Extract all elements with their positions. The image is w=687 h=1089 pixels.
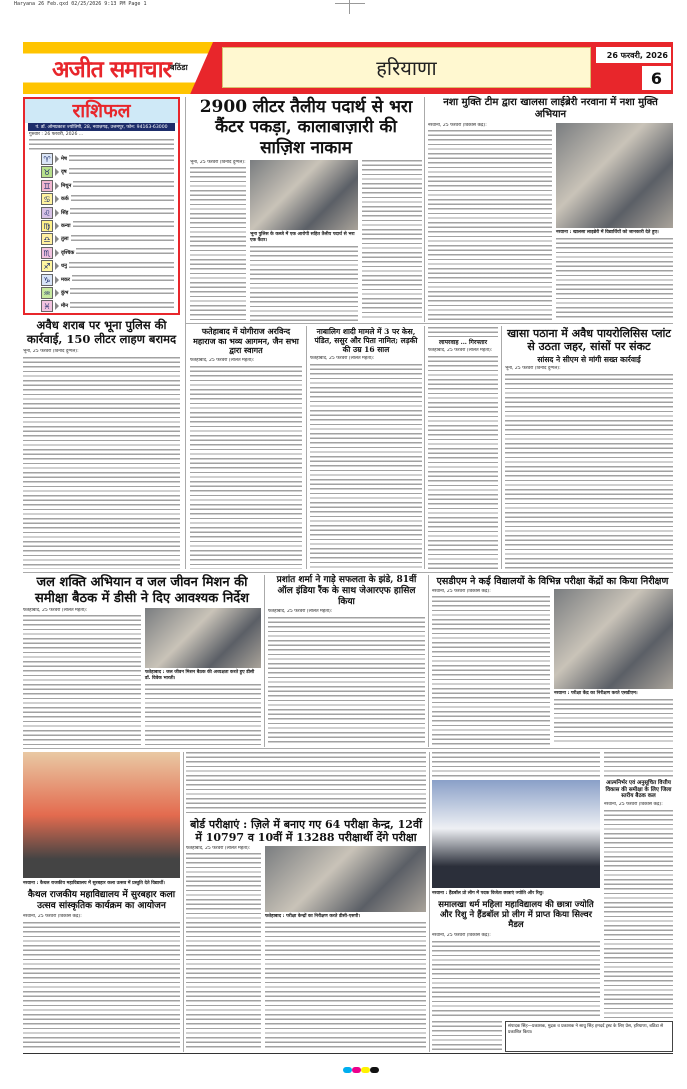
row-rule bbox=[23, 748, 673, 749]
zodiac-icon: ♌ bbox=[41, 207, 53, 219]
column-rule bbox=[428, 575, 429, 747]
rashi-row bbox=[25, 273, 178, 286]
arrow-icon bbox=[55, 262, 59, 270]
photo-dc-sp-inspection bbox=[265, 846, 426, 912]
arrow-icon bbox=[55, 222, 59, 230]
photo-caption: फतेहाबाद : जल जीवन मिशन बैठक की अध्यक्षता करते हुए डीसी डॉ. विवेक भारती। bbox=[145, 670, 255, 682]
photo-caption: नरवाना : कैथल राजकीय महाविद्यालय में सुरबहार कला उत्सव में प्रस्तुति देते विद्यार्थी। bbox=[23, 881, 165, 886]
crop-mark bbox=[349, 0, 350, 14]
section-title: हरियाणा bbox=[222, 47, 591, 88]
article-body bbox=[505, 374, 673, 569]
dateline: फतेहाबाद, 25 फरवरी (ललित मैहता): bbox=[190, 357, 255, 363]
edition-label: बठिंडा bbox=[170, 63, 188, 72]
article-body bbox=[428, 327, 498, 337]
column-rule bbox=[424, 326, 425, 569]
rashi-text bbox=[73, 221, 174, 230]
article-cantor bbox=[190, 97, 422, 321]
article-cultural-fest bbox=[23, 752, 180, 1050]
newspaper-logo: अजीत समाचार bbox=[52, 56, 171, 83]
column-rule bbox=[429, 752, 430, 1052]
photo-handball-medal bbox=[432, 780, 600, 888]
rashi-row bbox=[25, 206, 178, 219]
photo-library-event bbox=[556, 123, 673, 228]
arrow-icon bbox=[55, 182, 59, 190]
photo-exam-centre bbox=[554, 589, 673, 689]
rashi-row bbox=[25, 179, 178, 192]
article-board-exams bbox=[186, 752, 426, 1050]
rashi-text bbox=[72, 275, 174, 284]
article-handball bbox=[432, 752, 600, 1018]
crop-mark bbox=[335, 3, 365, 4]
headline-cultural-fest: कैथल राजकीय महाविद्यालय में सुरबहार कला उत्सव सांस्कृतिक कार्यक्रम का आयोजन bbox=[27, 889, 176, 911]
rashi-row bbox=[25, 233, 178, 246]
arrow-icon bbox=[55, 235, 59, 243]
rashi-row bbox=[25, 246, 178, 259]
photo-caption: नरवाना : खालसा लाइब्रेरी में विद्यार्थियों को जानकारी देते हुए। bbox=[556, 230, 659, 235]
headline-sdm-inspection: एसडीएम ने कई विद्यालयों के विभिन्न परीक्षा केंद्रों का किया निरीक्षण bbox=[436, 576, 669, 587]
rashi-name: मिथुन bbox=[61, 182, 72, 189]
dateline: फतेहाबाद, 25 फरवरी (ललित मैहता): bbox=[268, 609, 333, 615]
article-body bbox=[186, 752, 426, 816]
rashi-text bbox=[69, 262, 174, 271]
article-sdm-inspection bbox=[432, 576, 673, 745]
photo-caption: नरवाना : परीक्षा केंद्र का निरीक्षण करते एसडीएम। bbox=[554, 691, 638, 697]
page-number: 6 bbox=[642, 66, 671, 90]
article-body bbox=[554, 699, 673, 745]
rashi-name: कर्क bbox=[61, 196, 69, 203]
article-body bbox=[432, 752, 600, 778]
arrow-icon bbox=[55, 289, 59, 297]
article-body bbox=[190, 366, 302, 569]
zodiac-icon: ♉ bbox=[41, 166, 53, 178]
rashi-name: सिंह bbox=[61, 209, 69, 216]
dateline: नरवाना, 25 फरवरी (विकास केंद्र): bbox=[23, 913, 82, 919]
rashi-text bbox=[71, 195, 174, 204]
rashi-row bbox=[25, 300, 178, 313]
photo-cultural-program bbox=[23, 752, 180, 878]
photo-police-cantor bbox=[250, 160, 358, 230]
article-jrf bbox=[268, 575, 425, 745]
dateline: भूना, 25 फरवरी (विनोद दुग्गल): bbox=[505, 366, 561, 372]
rashi-row bbox=[25, 152, 178, 165]
imprint-box: संपादक सिंह—प्रकाशक, मुद्रक व प्रकाशक ने साधु सिंह हमदर्द ट्रस्ट के लिए प्रेस, हरियाणा, बठिंडा से प्रकाशित किया। bbox=[505, 1021, 673, 1052]
article-body bbox=[310, 364, 422, 569]
article-body bbox=[428, 130, 552, 321]
rashi-name: तुला bbox=[61, 236, 69, 243]
rashi-name: मीन bbox=[61, 303, 69, 310]
article-district-meeting bbox=[604, 752, 673, 1018]
column-rule bbox=[306, 326, 307, 569]
headline-jrf: प्रशांत शर्मा ने गाड़े सफलता के झंडे, 81वीं ऑल इंडिया रैंक के साथ जेआरएफ हासिल किया bbox=[276, 575, 417, 607]
headline-arrest: लापरवाह ... गिरफ्तार bbox=[438, 339, 488, 346]
dateline: फतेहाबाद, 25 फरवरी (ललित मैहता): bbox=[310, 356, 375, 361]
zodiac-icon: ♋ bbox=[41, 193, 53, 205]
headline-cantor: 2900 लीटर तैलीय पदार्थ से भरा कैंटर पकड़ा, कालाबाज़ारी की साज़िश नाकाम bbox=[199, 97, 413, 158]
arrow-icon bbox=[55, 249, 59, 257]
article-body bbox=[362, 160, 422, 321]
article-body bbox=[23, 922, 180, 1050]
photo-caption: भूना पुलिस के कब्जे में एक आरोपी सहित तैलीय पदार्थ से भरा एक कैंटर। bbox=[250, 232, 355, 244]
rashi-text bbox=[71, 235, 174, 244]
article-jal-shakti bbox=[23, 575, 261, 745]
rashi-text bbox=[70, 288, 174, 297]
arrow-icon bbox=[55, 209, 59, 217]
row-rule bbox=[23, 572, 673, 573]
arrow-icon bbox=[55, 195, 59, 203]
headline-handball: समालखा धर्म महिला महाविद्यालय की छात्रा ज्योति और रिशु ने हैंडबॉल प्रो लीग में प्राप्त किया सिल्वर मैडल bbox=[438, 899, 594, 931]
rashi-name: कन्या bbox=[61, 222, 71, 229]
article-body bbox=[145, 684, 261, 745]
photo-caption: नरवाना : हैंडबॉल प्रो लीग में पदक विजेता छात्राएं ज्योति और रिशु। bbox=[432, 891, 544, 896]
zodiac-icon: ♈ bbox=[41, 153, 53, 165]
rashi-text bbox=[73, 181, 174, 190]
article-body bbox=[23, 357, 180, 569]
article-body bbox=[432, 596, 550, 745]
headline-board-exams: बोर्ड परीक्षाएं : ज़िले में बनाए गए 64 परीक्षा केन्द्र, 12वीं में 10797 व 10वीं में 13288 परीक्षार्थी देंगे परीक्षा bbox=[190, 818, 422, 845]
dateline: भूना, 25 फरवरी (विनोद दुग्गल): bbox=[190, 160, 246, 166]
zodiac-icon: ♍ bbox=[41, 220, 53, 232]
article-nasha-mukti bbox=[428, 97, 673, 321]
rashi-text bbox=[70, 302, 174, 311]
column-rule bbox=[183, 752, 184, 1052]
headline-pyrolysis-plant: खासा पठाना में अवैध पायरोलिसिस प्लांट से उठता जहर, सांसों पर संकट bbox=[507, 327, 671, 354]
zodiac-icon: ♒ bbox=[41, 287, 53, 299]
rashi-text bbox=[76, 248, 174, 257]
dateline: नरवाना, 25 फरवरी (विकास केंद्र): bbox=[432, 932, 491, 938]
article-child-marriage bbox=[310, 327, 422, 569]
dateline: फतेहाबाद, 25 फरवरी (ललित मैहता): bbox=[186, 846, 251, 852]
rashi-text bbox=[69, 155, 174, 164]
rashi-name: धनु bbox=[61, 263, 67, 270]
arrow-icon bbox=[55, 302, 59, 310]
issue-date: 26 फरवरी, 2026 bbox=[596, 47, 671, 63]
article-body bbox=[428, 356, 498, 569]
rashi-row bbox=[25, 166, 178, 179]
rashi-row bbox=[25, 192, 178, 205]
rashifal-box bbox=[23, 97, 180, 315]
zodiac-icon: ♑ bbox=[41, 274, 53, 286]
rashi-text bbox=[69, 168, 174, 177]
photo-caption: फतेहाबाद : परीक्षा केन्द्रों का निरीक्षण करते डीसी-एसपी। bbox=[265, 914, 361, 920]
page-bottom-rule bbox=[23, 1053, 673, 1054]
rashi-name: मेष bbox=[61, 156, 67, 162]
astrologer-address: पं. डॉ. ओमप्रकाश ज्योतिषी, 28, नवाज़गढ़, उत्तमपुर, फोन: 94163-63000 bbox=[28, 123, 175, 131]
headline-nasha-mukti: नशा मुक्ति टीम द्वारा खालसा लाईब्रेरी नरवाना में नशा मुक्ति अभियान bbox=[443, 97, 658, 120]
article-body bbox=[604, 810, 673, 1018]
article-body bbox=[265, 922, 426, 1050]
column-rule bbox=[501, 326, 502, 569]
dateline: भूना, 25 फरवरी (विनोद दुग्गल): bbox=[23, 348, 79, 354]
rashi-row bbox=[25, 286, 178, 299]
row-rule bbox=[186, 323, 673, 324]
print-slug: Haryana 26 Feb.qxd 02/25/2026 9:13 PM Page 1 bbox=[14, 1, 147, 7]
article-body bbox=[23, 615, 141, 745]
dateline: फतेहाबाद, 25 फरवरी (ललित मैहता): bbox=[23, 608, 88, 614]
column-rule bbox=[264, 575, 265, 747]
headline-jal-shakti: जल शक्ति अभियान व जल जीवन मिशन की समीक्षा बैठक में डीसी ने दिए आवश्यक निर्देश bbox=[34, 575, 250, 606]
article-body bbox=[186, 853, 261, 1050]
rashi-text bbox=[70, 208, 174, 217]
article-body bbox=[190, 167, 246, 321]
rashi-name: वृष bbox=[61, 169, 67, 176]
article-body bbox=[432, 1021, 502, 1051]
article-body bbox=[268, 617, 425, 745]
rashifal-title: राशिफल bbox=[25, 99, 178, 123]
dateline: फतेहाबाद, 25 फरवरी (ललित मैहता): bbox=[428, 348, 493, 354]
rashi-name: वृश्चिक bbox=[61, 249, 75, 256]
headline-yogiraj: फतेहाबाद में योगीराज अरविन्द महाराज का भव्य आगमन, जैन सभा द्वारा स्वागत bbox=[193, 326, 299, 356]
zodiac-icon: ♊ bbox=[41, 180, 53, 192]
headline-child-marriage: नाबालिग शादी मामले में 3 पर केस, पंडित, ससुर और पिता नामित; लड़की की उम्र 16 साल bbox=[314, 327, 418, 354]
arrow-icon bbox=[55, 168, 59, 176]
rashifal-intro-text bbox=[29, 139, 174, 151]
column-rule bbox=[424, 97, 425, 322]
rashi-row bbox=[25, 219, 178, 232]
dateline: नरवाना, 25 फरवरी (विकास केंद्र): bbox=[432, 589, 491, 595]
color-registration-marks bbox=[343, 1058, 379, 1077]
headline-district-meeting: आत्मनिर्भर एवं अनुसूचित वित्तीय विकास की समीक्षा के लिए जिला स्तरीय बैठक कल bbox=[605, 780, 672, 800]
article-illegal-liquor bbox=[23, 319, 180, 569]
photo-meeting bbox=[145, 608, 261, 668]
dateline: नरवाना, 25 फरवरी (विकास केंद्र): bbox=[428, 123, 487, 128]
column-rule bbox=[185, 97, 186, 569]
dateline: नरवाना, 25 फरवरी (विकास केंद्र): bbox=[604, 801, 663, 807]
arrow-icon bbox=[55, 155, 59, 163]
article-body bbox=[556, 238, 673, 321]
headline-illegal-liquor: अवैध शराब पर भूना पुलिस की कार्रवाई, 150 लीटर लाहण बरामद bbox=[26, 318, 177, 346]
zodiac-icon: ♎ bbox=[41, 233, 53, 245]
rashi-name: कुंभ bbox=[61, 289, 69, 296]
zodiac-icon: ♓ bbox=[41, 300, 53, 312]
rashi-name: मकर bbox=[61, 276, 70, 283]
article-arrest bbox=[428, 327, 498, 569]
article-pyrolysis-plant bbox=[505, 327, 673, 569]
arrow-icon bbox=[55, 276, 59, 284]
zodiac-icon: ♏ bbox=[41, 247, 53, 259]
article-body bbox=[432, 941, 600, 1018]
subheadline: सांसद ने सीएम से मांगी सख्त कार्रवाई bbox=[537, 355, 641, 365]
article-body bbox=[604, 752, 673, 778]
rashi-row bbox=[25, 259, 178, 272]
article-body bbox=[250, 246, 358, 321]
zodiac-icon: ♐ bbox=[41, 260, 53, 272]
article-yogiraj bbox=[190, 327, 302, 569]
rashifal-intro: गुरुवार : 26 फरवरी, 2026 ... bbox=[29, 132, 84, 137]
